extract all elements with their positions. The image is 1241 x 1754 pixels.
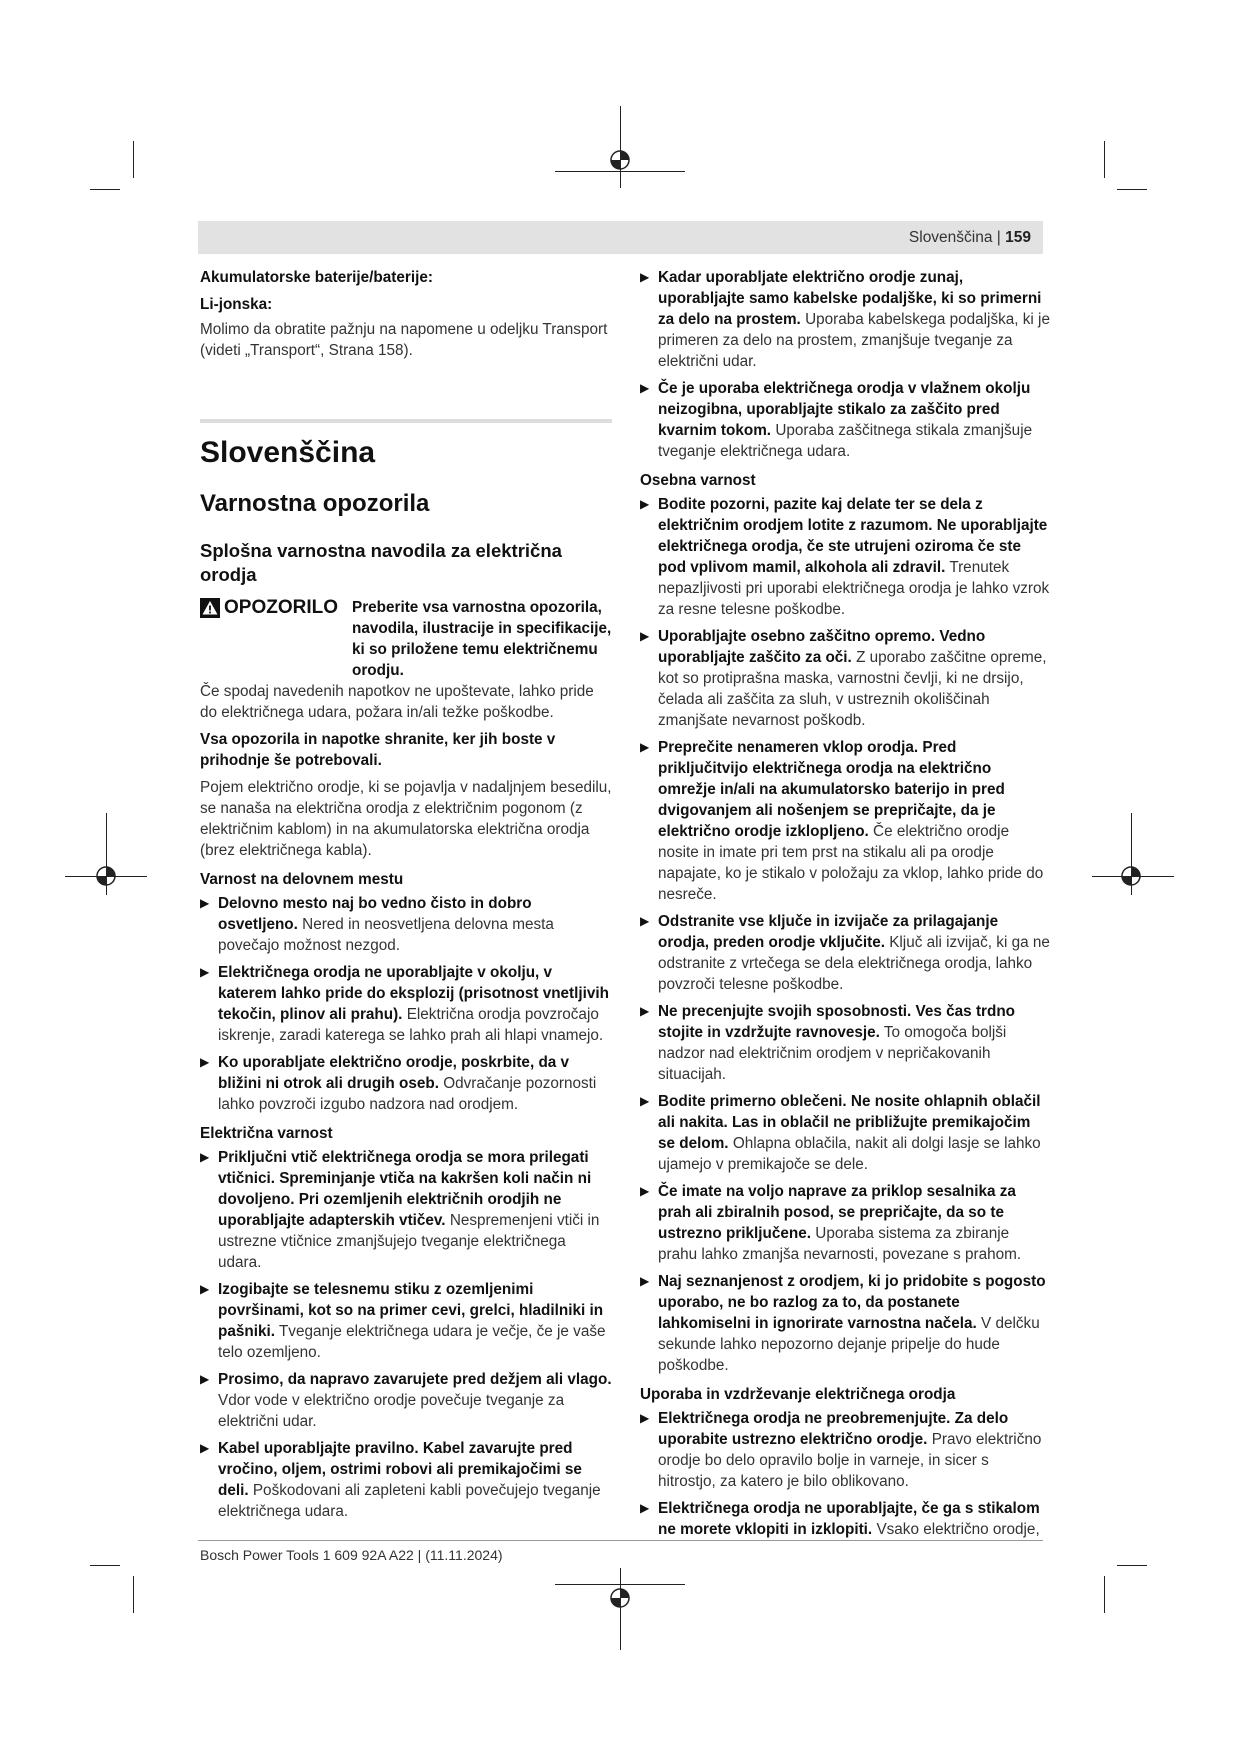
bullet-arrow-icon: ▶ <box>640 1411 650 1425</box>
right-top-items <box>640 267 1050 462</box>
crop-mark <box>1104 1576 1105 1613</box>
page-number: 159 <box>1005 229 1031 246</box>
bullet-arrow-icon: ▶ <box>640 914 650 928</box>
intro-subtitle: Li-jonska: <box>200 296 273 313</box>
crop-mark <box>90 1565 120 1566</box>
bullet-text: Vsako električno orodje, <box>876 1521 1040 1538</box>
bullet-arrow-icon: ▶ <box>640 1004 650 1018</box>
bullet-lead: Če je uporaba električnega orodja v vlažnem okolju neizogibna, uporabljajte stikalo za zaščito pred kvarnim tokom. <box>658 380 1031 439</box>
page-footer: Bosch Power Tools 1 609 92A A22 | (11.11.2024) <box>200 1547 503 1563</box>
bullet-item <box>640 1181 1050 1265</box>
term-definition: Pojem električno orodje, ki se pojavlja v nadaljnjem besedilu, se nanaša na električna orodja z električnim pogonom (z električnim kablom) in na akumulatorska električna orodja (brez električnega kabla). <box>200 779 612 859</box>
bullet-text: Električna orodja povzročajo iskrenje, zaradi katerega se lahko prah ali hlapi vnamejo. <box>218 1006 604 1044</box>
bullet-text: Vdor vode v električno orodje povečuje tveganje za električni udar. <box>218 1392 565 1430</box>
bullet-text: Poškodovani ali zapleteni kabli povečujejo tveganje električnega udara. <box>218 1482 601 1520</box>
bullet-arrow-icon: ▶ <box>200 896 210 910</box>
bullet-item <box>640 378 1050 462</box>
bullet-text: Z uporabo zaščitne opreme, kot so protiprašna maska, varnostni čevlji, ki ne drsijo, čelada ali zaščita za sluh, v ustreznih okoliščinah zmanjšate nevarnost poškodb. <box>658 649 1047 729</box>
registration-mark-icon <box>609 1587 631 1609</box>
bullet-item <box>640 267 1050 372</box>
page-header <box>198 221 1043 254</box>
registration-mark-icon <box>609 149 631 171</box>
bullet-lead: Naj seznanjenost z orodjem, ki jo pridobite s pogosto uporabo, ne bo razlog za to, da postanete lahkomiselni in ignorirate varnostna načela. <box>658 1273 1046 1332</box>
warning-icon <box>200 598 220 618</box>
section-heading: Varnostna opozorila <box>200 490 430 517</box>
bullet-arrow-icon: ▶ <box>200 1282 210 1296</box>
footer-divider <box>198 1540 1043 1541</box>
bullet-text: Ključ ali izvijač, ki ga ne odstranite z vrtečega se dela električnega orodja, lahko povzroči telesne poškodbe. <box>658 934 1050 993</box>
warning-block <box>200 597 612 681</box>
bullet-arrow-icon: ▶ <box>640 1184 650 1198</box>
warning-note: Če spodaj navedenih napotkov ne upoštevate, lahko pride do električnega udara, požara in/ali težke poškodbe. <box>200 683 594 721</box>
header-language: Slovenščina <box>908 229 993 246</box>
bullet-item <box>640 626 1050 731</box>
bullet-item <box>200 893 612 956</box>
bullet-item <box>200 1279 612 1363</box>
bullet-arrow-icon: ▶ <box>640 740 650 754</box>
section-title: Uporaba in vzdrževanje električnega orodja <box>640 1386 956 1403</box>
bullet-lead: Električnega orodja ne preobremenjujte. Za delo uporabite ustrezno električno orodje. <box>658 1410 1009 1448</box>
bullet-item <box>640 1498 1050 1540</box>
language-heading: Slovenščina <box>200 436 376 469</box>
bullet-item <box>200 1147 612 1273</box>
bullet-lead: Ko uporabljate električno orodje, poskrbite, da v bližini ni otrok ali drugih oseb. <box>218 1054 570 1092</box>
bullet-arrow-icon: ▶ <box>640 381 650 395</box>
bullet-item <box>640 1001 1050 1085</box>
right-column <box>640 267 1050 1546</box>
bullet-arrow-icon: ▶ <box>200 965 210 979</box>
crop-mark <box>620 106 621 188</box>
bullet-item <box>200 962 612 1046</box>
bullet-lead: Bodite primerno oblečeni. Ne nosite ohlapnih oblačil ali nakita. Las in oblačil ne približujte premikajočim se delom. <box>658 1093 1041 1152</box>
bullet-arrow-icon: ▶ <box>640 629 650 643</box>
bullet-lead: Kadar uporabljate električno orodje zunaj, uporabljajte samo kabelske podaljške, ki so primerni za delo na prostem. <box>658 269 1042 328</box>
warning-text: Preberite vsa varnostna opozorila, navodila, ilustracije in specifikacije, ki so priložene temu električnemu orodju. <box>352 599 612 679</box>
bullet-text: Nered in neosvetljena delovna mesta povečajo možnost nezgod. <box>218 916 554 954</box>
bullet-item <box>640 737 1050 905</box>
bullet-lead: Kabel uporabljajte pravilno. Kabel zavarujte pred vročino, oljem, ostrimi robovi ali premikajočimi se deli. <box>218 1440 582 1499</box>
bullet-item <box>640 1271 1050 1376</box>
left-column <box>200 267 612 1528</box>
bullet-arrow-icon: ▶ <box>200 1150 210 1164</box>
crop-mark <box>555 1584 685 1585</box>
bullet-arrow-icon: ▶ <box>200 1372 210 1386</box>
registration-mark-icon <box>1120 865 1142 887</box>
bullet-text: Odvračanje pozornosti lahko povzroči izgubo nadzora nad orodjem. <box>218 1075 597 1113</box>
bullet-lead: Priključni vtič električnega orodja se mora prilegati vtičnici. Spreminjanje vtiča na kakršen koli način ni dovoljeno. Pri ozemljenih električnih orodjih ne uporabljajte adapterskih vtičev. <box>218 1149 592 1229</box>
warning-label: OPOZORILO <box>224 597 338 618</box>
bullet-item <box>200 1369 612 1432</box>
bullet-arrow-icon: ▶ <box>640 497 650 511</box>
crop-mark <box>1104 141 1105 178</box>
bullet-text: Trenutek nepazljivosti pri uporabi električnega orodja je lahko vzrok za resne telesne poškodbe. <box>658 559 1050 618</box>
bullet-item <box>640 911 1050 995</box>
bullet-arrow-icon: ▶ <box>640 1501 650 1515</box>
crop-mark <box>1117 1565 1147 1566</box>
section-divider <box>200 419 612 423</box>
section-title: Električna varnost <box>200 1125 333 1142</box>
bullet-text: Tveganje električnega udara je večje, če je vaše telo ozemljeno. <box>218 1323 606 1361</box>
bullet-lead: Izogibajte se telesnemu stiku z ozemljenimi površinami, kot so na primer cevi, grelci, hladilniki in pašniki. <box>218 1281 604 1340</box>
intro-text: Molimo da obratite pažnju na napomene u odeljku Transport (videti „Transport“, Strana 158). <box>200 321 608 359</box>
left-sections <box>200 869 612 1522</box>
bullet-text: V delčku sekunde lahko nepozorno dejanje pripelje do hude poškodbe. <box>658 1315 1040 1374</box>
bullet-text: Ohlapna oblačila, nakit ali dolgi lasje se lahko ujamejo v premikajoče se dele. <box>658 1135 1041 1173</box>
bullet-lead: Ne precenjujte svojih sposobnosti. Ves čas trdno stojite in vzdržujte ravnovesje. <box>658 1003 1016 1041</box>
bullet-text: Uporaba sistema za zbiranje prahu lahko zmanjša nevarnosti, povezane s prahom. <box>658 1225 1022 1263</box>
keep-instructions: Vsa opozorila in napotke shranite, ker jih boste v prihodnje še potrebovali. <box>200 731 556 769</box>
bullet-lead: Delovno mesto naj bo vedno čisto in dobro osvetljeno. <box>218 895 532 933</box>
bullet-lead: Bodite pozorni, pazite kaj delate ter se dela z električnim orodjem lotite z razumom. Ne uporabljajte električnega orodja, če ste utrujeni oziroma če ste pod vplivom mamil, alkohola ali zdravil. <box>658 496 1048 576</box>
bullet-lead: Odstranite vse ključe in izvijače za prilagajanje orodja, preden orodje vključite. <box>658 913 999 951</box>
bullet-arrow-icon: ▶ <box>640 270 650 284</box>
bullet-item <box>640 1091 1050 1175</box>
bullet-lead: Če imate na voljo naprave za priklop sesalnika za prah ali zbiralnih posod, se prepričajte, da so te ustrezno priključene. <box>658 1183 1016 1242</box>
bullet-arrow-icon: ▶ <box>200 1441 210 1455</box>
crop-mark <box>133 141 134 178</box>
bullet-text: Uporaba zaščitnega stikala zmanjšuje tveganje električnega udara. <box>658 422 1033 460</box>
bullet-lead: Električnega orodja ne uporabljajte, če ga s stikalom ne morete vklopiti in izklopiti. <box>658 1500 1040 1538</box>
crop-mark <box>555 171 685 172</box>
bullet-item <box>200 1052 612 1115</box>
header-label: Slovenščina | 159 <box>908 229 1031 246</box>
bullet-lead: Električnega orodja ne uporabljajte v okolju, v katerem lahko pride do eksplozij (prisotnost vnetljivih tekočin, plinov ali prahu). <box>218 964 610 1023</box>
crop-mark <box>133 1576 134 1613</box>
bullet-text: Nespremenjeni vtiči in ustrezne vtičnice zmanjšujejo tveganje električnega udara. <box>218 1212 600 1271</box>
crop-mark <box>1117 189 1147 190</box>
bullet-item <box>640 1408 1050 1492</box>
bullet-text: Pravo električno orodje bo delo opravilo bolje in varneje, in sicer s hitrostjo, za katero je bilo oblikovano. <box>658 1431 1042 1490</box>
registration-mark-icon <box>95 865 117 887</box>
warning-badge <box>200 597 338 618</box>
bullet-text: Če električno orodje nosite in imate pri tem prst na stikalu ali pa orodje napajate, ko je stikalo v položaju za vklop, lahko pride do nesreče. <box>658 823 1044 903</box>
bullet-arrow-icon: ▶ <box>640 1274 650 1288</box>
bullet-text: Uporaba kabelskega podaljška, ki je primeren za delo na prostem, zmanjšuje tveganje za električni udar. <box>658 311 1050 370</box>
right-sections <box>640 470 1050 1540</box>
crop-mark <box>620 1568 621 1650</box>
section-title: Osebna varnost <box>640 472 756 489</box>
bullet-arrow-icon: ▶ <box>640 1094 650 1108</box>
section-title: Varnost na delovnem mestu <box>200 871 404 888</box>
bullet-item <box>200 1438 612 1522</box>
bullet-lead: Prosimo, da napravo zavarujete pred dežjem ali vlago. <box>218 1371 612 1388</box>
bullet-lead: Preprečite nenameren vklop orodja. Pred priključitvijo električnega orodja na električno omrežje in/ali na akumulatorsko baterijo in pred dvigovanjem ali nošenjem se prepričajte, da je električno orodje izklopljeno. <box>658 739 1005 840</box>
bullet-text: To omogoča boljši nadzor nad električnim orodjem v nepričakovanih situacijah. <box>658 1024 1007 1083</box>
bullet-arrow-icon: ▶ <box>200 1055 210 1069</box>
intro-title: Akumulatorske baterije/baterije: <box>200 269 433 286</box>
subsection-heading: Splošna varnostna navodila za električna orodja <box>200 540 562 585</box>
bullet-item <box>640 494 1050 620</box>
bullet-lead: Uporabljajte osebno zaščitno opremo. Vedno uporabljajte zaščito za oči. <box>658 628 986 666</box>
crop-mark <box>90 189 120 190</box>
